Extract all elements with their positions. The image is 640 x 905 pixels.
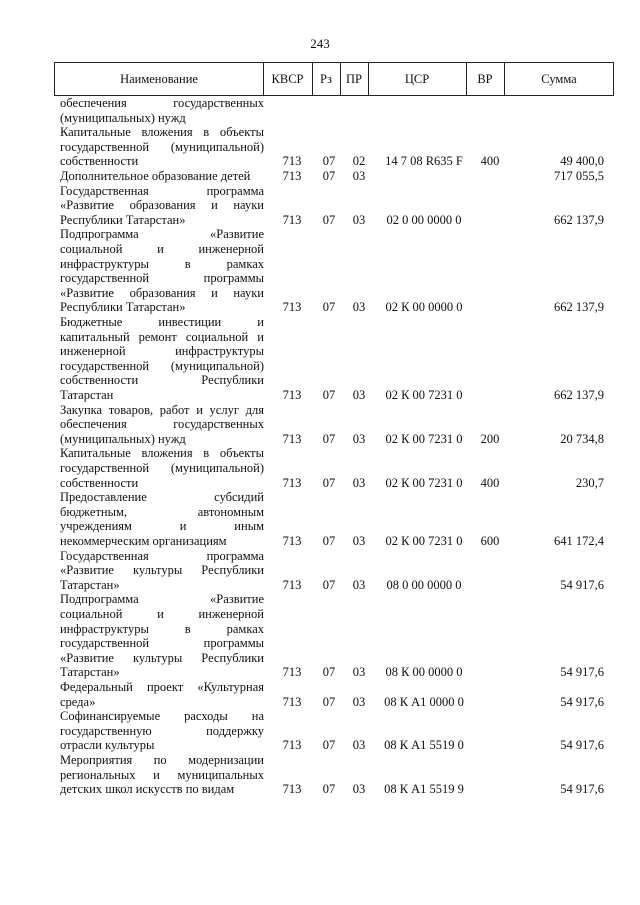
row-name-line: «Развитие образования и науки <box>60 198 264 213</box>
row-name-line: Татарстан <box>60 387 114 402</box>
cell-vr: 400 <box>480 475 500 490</box>
table-row <box>0 709 640 753</box>
cell-vr <box>474 695 506 710</box>
cell-csr: 02 К 00 0000 0 <box>385 300 463 315</box>
cell-kvsr: 713 <box>282 168 302 183</box>
cell-csr: 02 К 00 7231 0 <box>385 431 463 446</box>
row-name-line: обеспечения государственных <box>60 417 264 432</box>
row-name-line: Софинансируемые расходы на <box>60 709 264 724</box>
row-name-line: Бюджетные инвестиции и <box>60 314 264 329</box>
table-row <box>0 227 640 315</box>
row-name-line: государственной программы <box>60 636 264 651</box>
table-row <box>0 592 640 680</box>
table-row <box>0 680 640 709</box>
row-name-line: социальной и инженерной <box>60 606 264 621</box>
row-name-line: региональных и муниципальных <box>60 767 264 782</box>
row-name <box>60 125 264 169</box>
cell-sum: 54 917,6 <box>560 694 604 709</box>
row-name-line: учреждениям и иным <box>60 519 264 534</box>
header-vr: ВР <box>477 72 493 86</box>
row-name-line: «Развитие образования и науки <box>60 285 264 300</box>
row-name-line: Мероприятия по модернизации <box>60 752 264 767</box>
row-name-line: Федеральный проект «Культурная <box>60 679 264 694</box>
cell-csr <box>374 169 474 184</box>
cell-csr: 02 К 00 7231 0 <box>385 387 463 402</box>
row-name <box>60 169 264 184</box>
cell-kvsr: 713 <box>282 694 302 709</box>
cell-rz: 07 <box>322 168 336 183</box>
header-csr: ЦСР <box>404 72 430 86</box>
cell-vr <box>474 738 506 753</box>
row-name-line: «Развитие культуры Республики <box>60 563 264 578</box>
row-name-line: инженерной инфраструктуры <box>60 344 264 359</box>
row-name-line: (муниципальных) нужд <box>60 431 186 446</box>
cell-rz: 07 <box>322 782 336 797</box>
table-row <box>0 490 640 548</box>
cell-vr <box>474 782 506 797</box>
cell-kvsr: 713 <box>282 387 302 402</box>
cell-csr: 02 К 00 7231 0 <box>385 533 463 548</box>
row-name-line: Государственная программа <box>60 548 264 563</box>
table-row <box>0 403 640 447</box>
table-row <box>0 184 640 228</box>
row-name-line: государственной (муниципальной) <box>60 358 264 373</box>
row-name <box>60 184 264 228</box>
cell-rz: 07 <box>322 212 336 227</box>
table-row <box>0 753 640 797</box>
cell-sum: 641 172,4 <box>554 533 604 548</box>
cell-kvsr: 713 <box>282 212 302 227</box>
row-name-line: собственности <box>60 475 139 490</box>
cell-rz: 07 <box>322 738 336 753</box>
row-name <box>60 680 264 709</box>
cell-rz: 07 <box>322 300 336 315</box>
row-name-line: собственности Республики <box>60 373 264 388</box>
cell-sum: 230,7 <box>575 475 604 490</box>
cell-csr: 08 К 00 0000 0 <box>385 665 463 680</box>
row-name <box>60 403 264 447</box>
row-name-line: инфраструктуры в рамках <box>60 621 264 636</box>
row-name-line: государственную поддержку <box>60 723 264 738</box>
cell-kvsr: 713 <box>282 533 302 548</box>
row-name-line: государственной (муниципальной) <box>60 139 264 154</box>
cell-kvsr: 713 <box>282 154 302 169</box>
table-header <box>54 62 614 96</box>
row-name-line: социальной и инженерной <box>60 241 264 256</box>
row-name <box>60 490 264 548</box>
cell-vr <box>474 111 506 126</box>
row-name-line: (муниципальных) нужд <box>60 110 186 125</box>
cell-pr: 03 <box>352 475 366 490</box>
row-name-line: Закупка товаров, работ и услуг для <box>60 402 264 417</box>
row-name-line: отрасли культуры <box>60 738 155 753</box>
cell-sum <box>506 111 604 126</box>
header-pr: ПР <box>346 72 362 86</box>
header-name: Наименование <box>120 72 198 86</box>
cell-vr: 600 <box>480 533 500 548</box>
cell-csr: 14 7 08 R635 F <box>385 154 463 169</box>
cell-kvsr: 713 <box>282 738 302 753</box>
table-row <box>0 549 640 593</box>
cell-vr <box>474 213 506 228</box>
row-name-line: «Развитие культуры Республики <box>60 650 264 665</box>
cell-pr: 03 <box>352 577 366 592</box>
cell-csr: 02 0 00 0000 0 <box>386 212 462 227</box>
row-name-line: Предоставление субсидий <box>60 490 264 505</box>
cell-pr: 03 <box>352 212 366 227</box>
row-name <box>60 549 264 593</box>
cell-vr: 400 <box>480 154 500 169</box>
header-sum: Сумма <box>541 72 577 86</box>
row-name-line: детских школ искусств по видам <box>60 782 235 797</box>
cell-rz: 07 <box>322 577 336 592</box>
cell-sum: 717 055,5 <box>554 168 604 183</box>
cell-sum: 54 917,6 <box>560 738 604 753</box>
cell-sum: 20 734,8 <box>560 431 604 446</box>
row-name <box>60 315 264 403</box>
cell-pr: 03 <box>352 387 366 402</box>
cell-vr: 200 <box>480 431 500 446</box>
cell-kvsr: 713 <box>282 782 302 797</box>
cell-csr <box>374 111 474 126</box>
table-row <box>0 315 640 403</box>
cell-pr: 03 <box>352 782 366 797</box>
cell-rz: 07 <box>322 154 336 169</box>
row-name-line: обеспечения государственных <box>60 96 264 110</box>
cell-kvsr: 713 <box>282 577 302 592</box>
cell-sum: 662 137,9 <box>554 387 604 402</box>
row-name-line: Татарстан» <box>60 577 120 592</box>
cell-kvsr <box>270 111 314 126</box>
row-name-line: Капитальные вложения в объекты <box>60 125 264 140</box>
row-name-line: бюджетным, автономным <box>60 504 264 519</box>
row-name <box>60 227 264 315</box>
row-name-line: Татарстан» <box>60 665 120 680</box>
cell-pr: 03 <box>352 694 366 709</box>
cell-csr: 08 К А1 5519 9 <box>384 782 464 797</box>
cell-vr <box>474 665 506 680</box>
cell-sum: 662 137,9 <box>554 212 604 227</box>
cell-sum: 54 917,6 <box>560 577 604 592</box>
row-name-line: Дополнительное образование детей <box>60 168 251 183</box>
cell-vr <box>474 388 506 403</box>
cell-csr: 08 0 00 0000 0 <box>386 577 462 592</box>
row-name-line: среда» <box>60 694 96 709</box>
cell-pr: 03 <box>352 533 366 548</box>
table-body <box>0 96 640 797</box>
cell-kvsr: 713 <box>282 665 302 680</box>
row-name-line: Подпрограмма «Развитие <box>60 227 264 242</box>
row-name <box>60 592 264 680</box>
cell-vr <box>474 169 506 184</box>
header-kvsr: КВСР <box>271 72 304 86</box>
cell-pr: 03 <box>352 431 366 446</box>
cell-pr: 03 <box>352 738 366 753</box>
row-name-line: государственной (муниципальной) <box>60 460 264 475</box>
cell-pr: 03 <box>352 665 366 680</box>
row-name-line: капитальный ремонт социальной и <box>60 329 264 344</box>
row-name <box>60 753 264 797</box>
row-name-line: Республики Татарстан» <box>60 300 186 315</box>
row-name-line: Капитальные вложения в объекты <box>60 446 264 461</box>
header-rz: Рз <box>320 72 332 86</box>
table-row <box>0 125 640 169</box>
cell-csr: 02 К 00 7231 0 <box>385 475 463 490</box>
cell-csr: 08 К А1 0000 0 <box>384 694 464 709</box>
cell-rz: 07 <box>322 431 336 446</box>
cell-pr: 03 <box>352 168 366 183</box>
row-name-line: инфраструктуры в рамках <box>60 256 264 271</box>
cell-csr: 08 К А1 5519 0 <box>384 738 464 753</box>
cell-sum: 54 917,6 <box>560 782 604 797</box>
cell-pr: 02 <box>352 154 366 169</box>
row-name-line: Государственная программа <box>60 183 264 198</box>
row-name-line: государственной программы <box>60 271 264 286</box>
cell-sum: 49 400,0 <box>560 154 604 169</box>
page-number: 243 <box>310 36 330 51</box>
cell-pr <box>344 111 374 126</box>
row-name <box>60 709 264 753</box>
row-name <box>60 446 264 490</box>
cell-rz: 07 <box>322 665 336 680</box>
cell-pr: 03 <box>352 300 366 315</box>
row-name-line: собственности <box>60 154 139 169</box>
row-name-line: Республики Татарстан» <box>60 212 186 227</box>
cell-vr <box>474 300 506 315</box>
cell-kvsr: 713 <box>282 300 302 315</box>
cell-kvsr: 713 <box>282 475 302 490</box>
table-row <box>0 446 640 490</box>
cell-sum: 54 917,6 <box>560 665 604 680</box>
table-row <box>0 96 640 125</box>
cell-rz: 07 <box>322 533 336 548</box>
row-name <box>60 96 264 125</box>
cell-rz: 07 <box>322 387 336 402</box>
row-name-line: Подпрограмма «Развитие <box>60 592 264 607</box>
cell-sum: 662 137,9 <box>554 300 604 315</box>
cell-rz: 07 <box>322 694 336 709</box>
cell-kvsr: 713 <box>282 431 302 446</box>
row-name-line: некоммерческим организациям <box>60 533 227 548</box>
table-row <box>0 169 640 184</box>
cell-vr <box>474 578 506 593</box>
cell-rz <box>314 111 344 126</box>
cell-rz: 07 <box>322 475 336 490</box>
